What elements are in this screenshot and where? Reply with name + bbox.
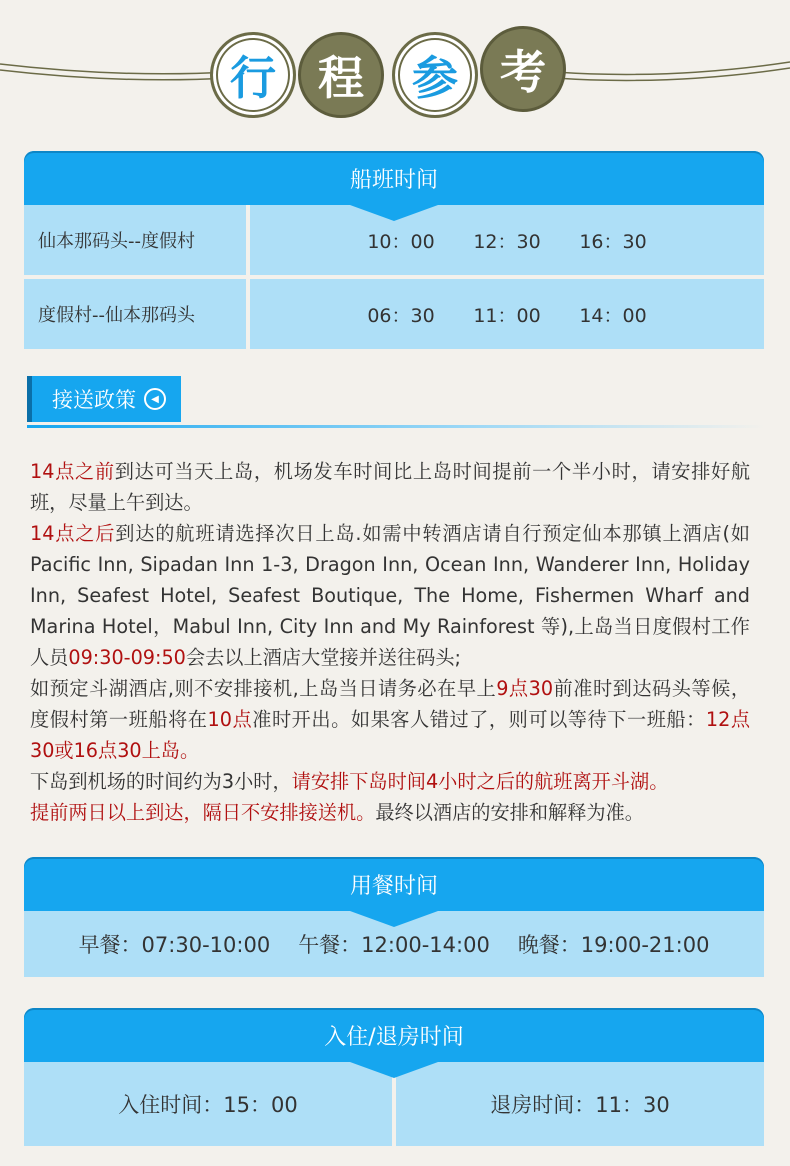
checkout-time: 退房时间：11：30 xyxy=(392,1062,764,1146)
policy-divider xyxy=(27,425,764,428)
pickup-policy-body xyxy=(30,456,750,828)
title-char-1: 行 xyxy=(210,32,296,118)
checkin-section xyxy=(24,1008,764,1146)
policy-text: 准时开出。如果客人错过了，则可以等待下一班船： xyxy=(252,708,706,731)
highlight-text: 10点 xyxy=(207,708,253,731)
highlight-text: 12点30或16点30上岛。 xyxy=(30,708,751,762)
policy-paragraph xyxy=(30,766,750,797)
ferry-schedule-header xyxy=(24,151,764,205)
checkin-title: 入住/退房时间 xyxy=(324,1024,464,1050)
ferry-schedule-section xyxy=(24,151,764,349)
lunch-time: 午餐：12:00-14:00 xyxy=(298,933,490,957)
header-notch xyxy=(350,1062,438,1078)
meal-time-header xyxy=(24,857,764,911)
policy-text: 会去以上酒店大堂接并送往码头; xyxy=(185,646,461,669)
policy-paragraph xyxy=(30,797,750,828)
ferry-time: 11：00 xyxy=(473,304,541,327)
policy-paragraph xyxy=(30,456,750,518)
highlight-text: 09:30-09:50 xyxy=(68,646,186,669)
ferry-time: 12：30 xyxy=(473,230,541,253)
ferry-times xyxy=(250,205,764,275)
highlight-text: 提前两日以上到达，隔日不安排接送机。 xyxy=(30,801,376,824)
pickup-policy-tab xyxy=(27,376,181,422)
policy-text: 前准时到达码头等候，度假村第一班船将在 xyxy=(30,677,751,731)
play-arrow-icon: ◀ xyxy=(144,388,166,410)
page-title xyxy=(0,0,790,130)
highlight-text: 14点之前 xyxy=(30,460,115,483)
header-notch xyxy=(350,911,438,927)
ferry-times xyxy=(250,279,764,349)
ferry-time: 14：00 xyxy=(579,304,647,327)
policy-text: 到达的航班请选择次日上岛.如需中转酒店请自行预定仙本那镇上酒店(如Pacific Inn, Sipadan Inn 1-3, Dragon Inn, Ocean Inn, Wanderer Inn, Holiday Inn, Seafest Hotel, Seafest Boutique, The Home, Fishermen Wharf and Marina Hotel，Mabul Inn, City Inn and My Rainforest 等),上岛当日度假村工作人员 xyxy=(30,522,750,669)
checkin-time: 入住时间：15：00 xyxy=(118,1093,298,1117)
policy-text: 下岛到机场的时间约为3小时， xyxy=(30,770,292,793)
policy-paragraph xyxy=(30,673,750,766)
header-notch xyxy=(350,205,438,221)
ferry-time: 06：30 xyxy=(367,304,435,327)
checkin-header xyxy=(24,1008,764,1062)
dinner-time: 晚餐：19:00-21:00 xyxy=(517,933,710,957)
highlight-text: 请安排下岛时间4小时之后的航班离开斗湖。 xyxy=(291,770,669,793)
policy-paragraph xyxy=(30,518,750,673)
highlight-text: 9点30 xyxy=(496,677,554,700)
meal-time-section xyxy=(24,857,764,977)
meal-time-title: 用餐时间 xyxy=(349,873,438,899)
policy-text: 如预定斗湖酒店,则不安排接机,上岛当日请务必在早上 xyxy=(30,677,497,700)
title-char-4: 考 xyxy=(480,26,566,112)
highlight-text: 14点之后 xyxy=(30,522,116,545)
ferry-route-label: 度假村--仙本那码头 xyxy=(24,279,250,349)
policy-text: 到达可当天上岛，机场发车时间比上岛时间提前一个半小时，请安排好航班，尽量上午到达。 xyxy=(30,460,751,514)
title-char-3: 参 xyxy=(392,32,478,118)
pickup-policy-title: 接送政策 xyxy=(52,388,136,412)
title-char-2: 程 xyxy=(298,32,384,118)
ferry-row-return xyxy=(24,279,764,349)
ferry-time: 10：00 xyxy=(367,230,435,253)
ferry-schedule-title: 船班时间 xyxy=(349,167,438,193)
ferry-route-label: 仙本那码头--度假村 xyxy=(24,205,250,275)
breakfast-time: 早餐：07:30-10:00 xyxy=(78,933,271,957)
ferry-time: 16：30 xyxy=(579,230,647,253)
policy-text: 最终以酒店的安排和解释为准。 xyxy=(375,801,644,824)
